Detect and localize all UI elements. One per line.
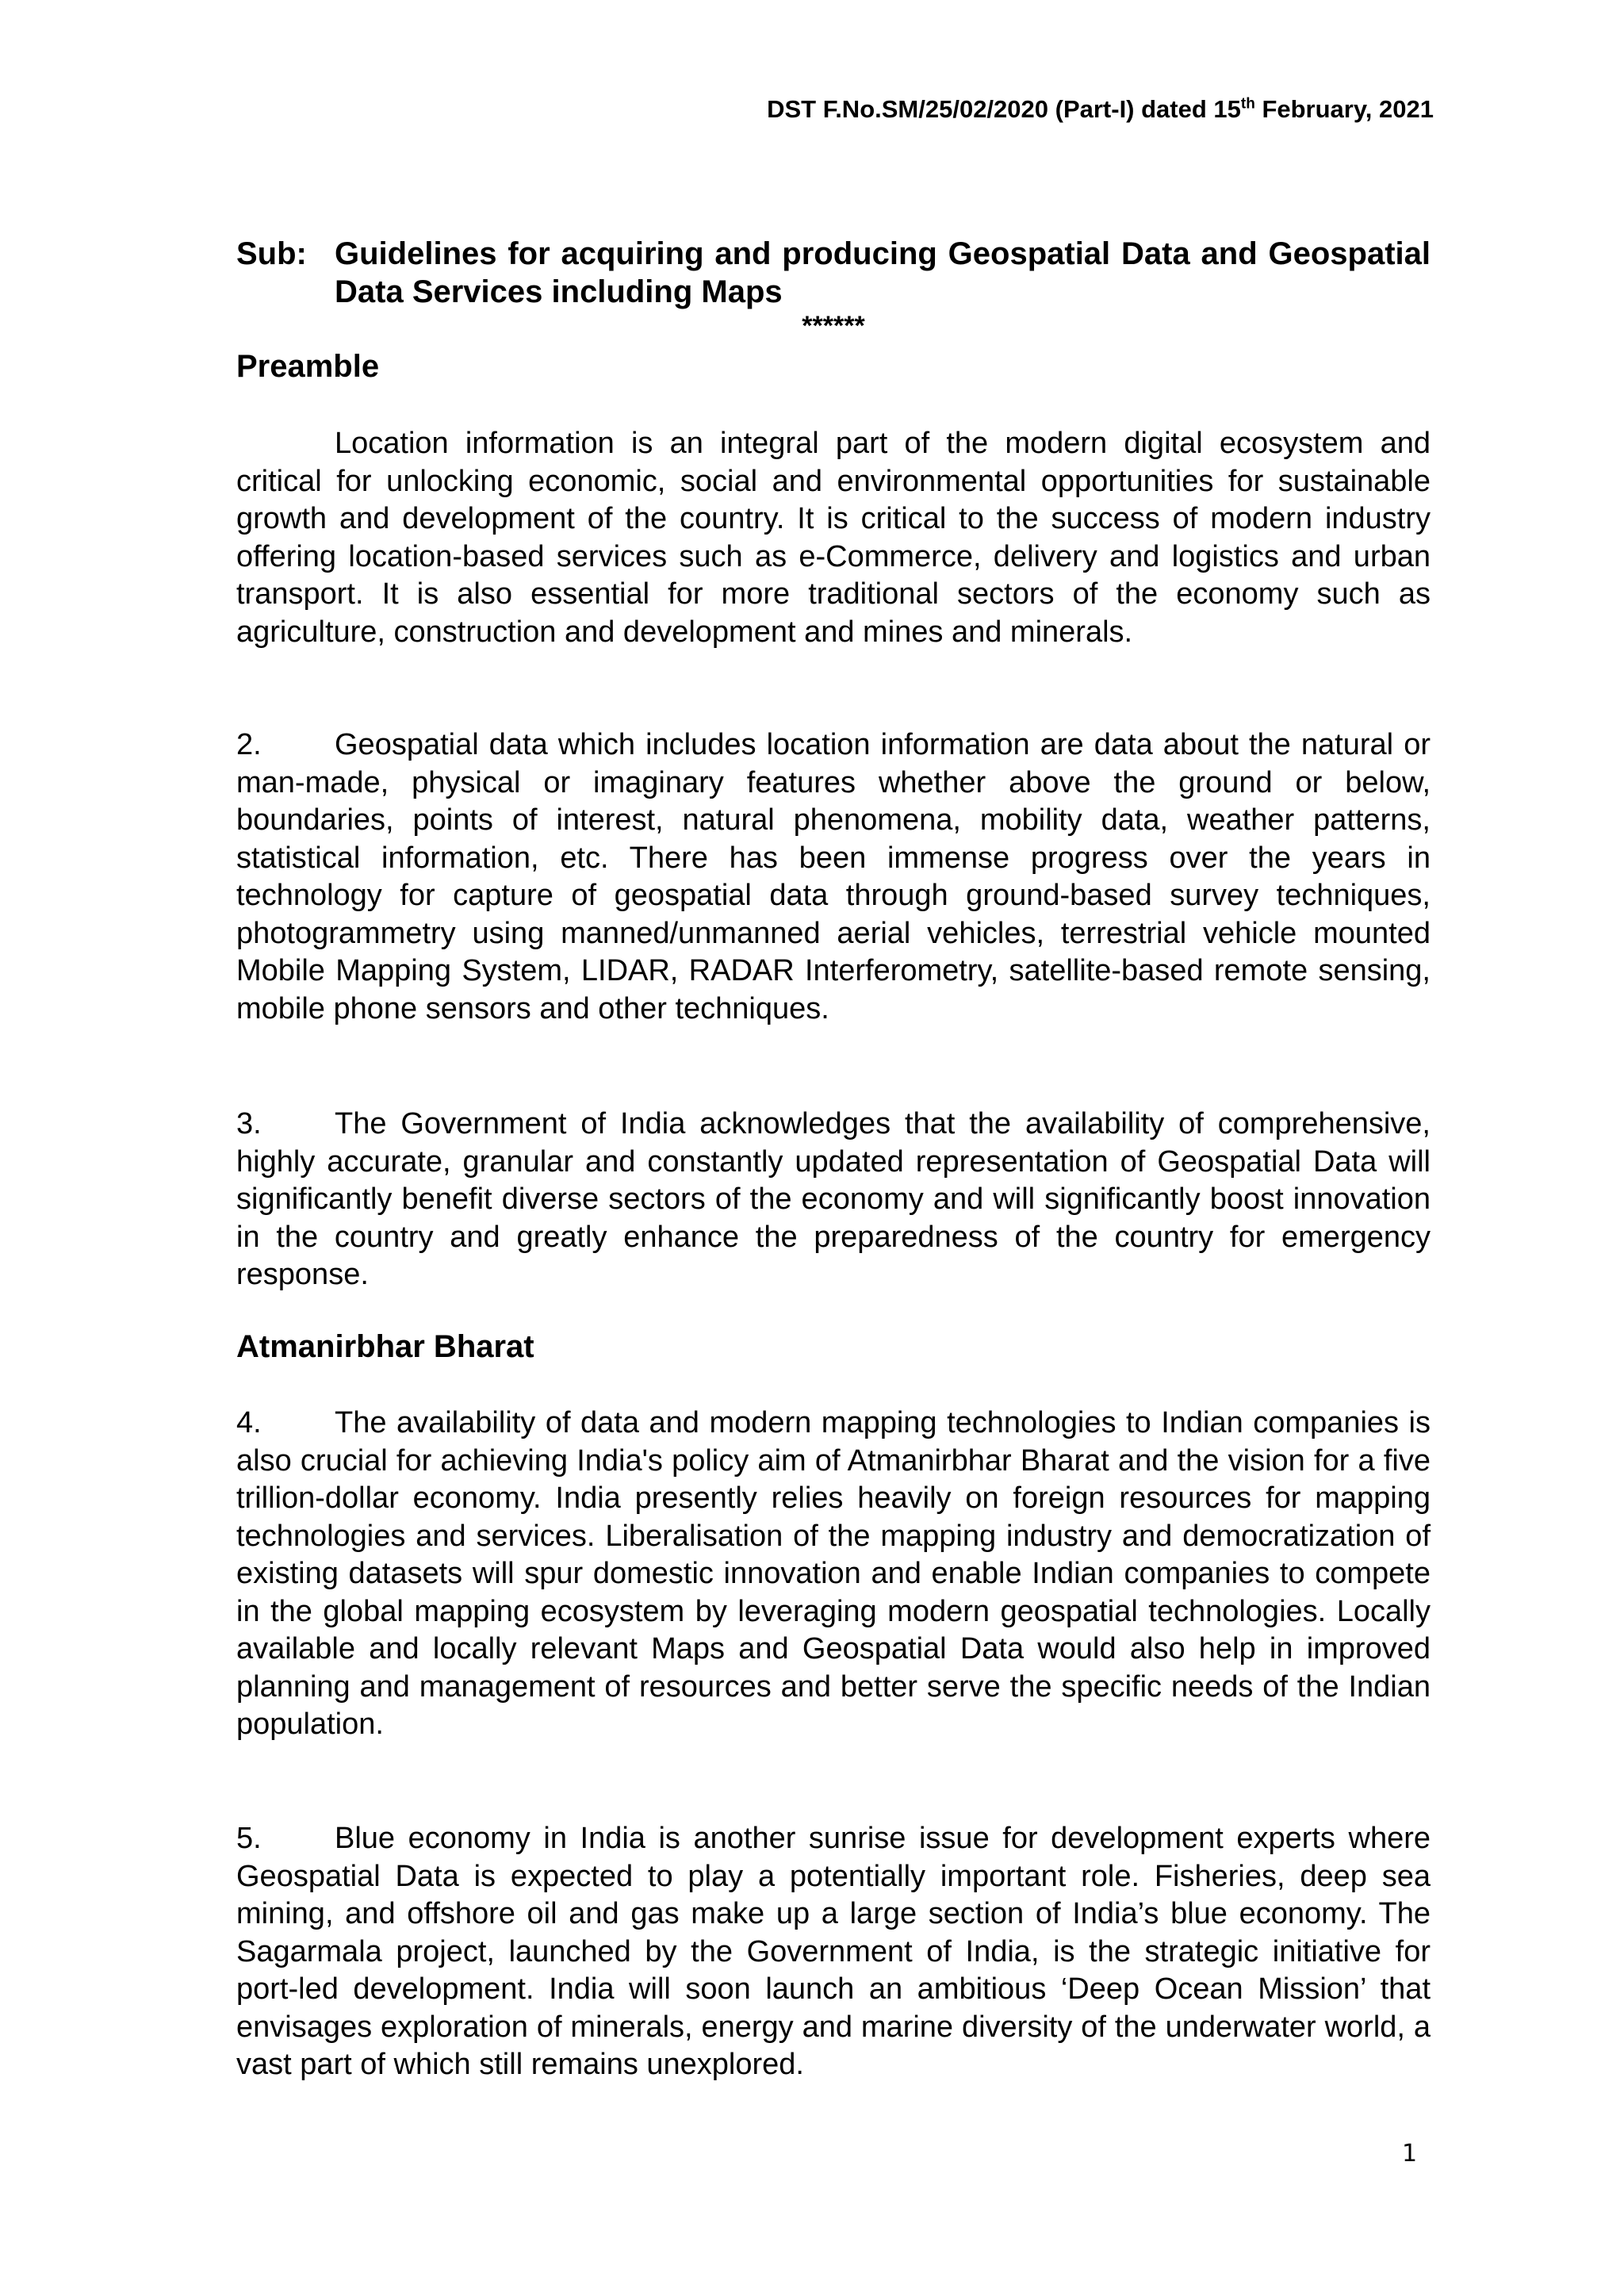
reference-date-superscript: th xyxy=(1240,95,1255,113)
paragraph-2-text: Geospatial data which includes location information are data about the natural or man-made, physical or imaginary features whether above the ground or below, boundaries, points of interest, natural phenomena, mobility data, weather patterns, statistical information, etc. There has been immense progress over the years in technology for capture of geospatial data through ground-based survey techniques, photogrammetry using manned/unmanned aerial vehicles, terrestrial vehicle mounted Mobile Mapping System, LIDAR, RADAR Interferometry, satellite-based remote sensing, mobile phone sensors and other techniques. xyxy=(236,728,1431,1025)
subject-separator: ****** xyxy=(802,311,865,341)
paragraph-3-text: The Government of India acknowledges that the availability of comprehensive, highly accurate, granular and constantly updated representation of Geospatial Data will significantly benefit diverse sectors of the economy and will significantly boost innovation in the country and greatly enhance the preparedness of the country for emergency response. xyxy=(236,1107,1431,1291)
paragraph-3 xyxy=(236,1106,1431,1294)
reference-prefix: DST F.No.SM/25/02/2020 (Part-I) dated 15 xyxy=(767,95,1241,123)
paragraph-2-number: 2. xyxy=(236,728,262,761)
preamble-heading: Preamble xyxy=(236,349,380,384)
paragraph-3-number: 3. xyxy=(236,1107,262,1140)
atmanirbhar-heading: Atmanirbhar Bharat xyxy=(236,1329,534,1364)
subject-label: Sub: xyxy=(236,236,307,271)
paragraph-4 xyxy=(236,1405,1431,1744)
paragraph-1-text: Location information is an integral part of the modern digital ecosystem and critical for unlocking economic, social and environmental opportunities for sustainable growth and development of the country. It is critical to the success of modern industry offering location-based services such as e-Commerce, delivery and logistics and urban transport. It is also essential for more traditional sectors of the economy such as agriculture, construction and development and mines and minerals. xyxy=(236,427,1431,649)
reference-suffix: February, 2021 xyxy=(1254,95,1434,123)
paragraph-4-text: The availability of data and modern mapping technologies to Indian companies is also crucial for achieving India's policy aim of Atmanirbhar Bharat and the vision for a five trillion-dollar economy. India presently relies heavily on foreign resources for mapping technologies and services. Liberalisation of the mapping industry and democratization of existing datasets will spur domestic innovation and enable Indian companies to compete in the global mapping ecosystem by leveraging modern geospatial technologies. Locally available and locally relevant Maps and Geospatial Data would also help in improved planning and management of resources and better serve the specific needs of the Indian population. xyxy=(236,1406,1431,1741)
paragraph-2 xyxy=(236,726,1431,1028)
document-reference-header xyxy=(767,95,1434,124)
paragraph-1 xyxy=(236,425,1431,651)
paragraph-5-number: 5. xyxy=(236,1822,262,1855)
paragraph-5-text: Blue economy in India is another sunrise issue for development experts where Geospatial Data is expected to play a potentially important role. Fisheries, deep sea mining, and offshore oil and gas make up a large section of India’s blue economy. The Sagarmala project, launched by the Government of India, is the strategic initiative for port-led development. India will soon launch an ambitious ‘Deep Ocean Mission’ that envisages exploration of minerals, energy and marine diversity of the underwater world, a vast part of which still remains unexplored. xyxy=(236,1822,1431,2081)
page-number: 1 xyxy=(1402,2140,1418,2168)
subject-text: Guidelines for acquiring and producing Geospatial Data and Geospatial Data Services including Maps xyxy=(335,236,1431,309)
paragraph-4-number: 4. xyxy=(236,1406,262,1439)
subject-line xyxy=(236,235,1431,311)
paragraph-5 xyxy=(236,1820,1431,2084)
